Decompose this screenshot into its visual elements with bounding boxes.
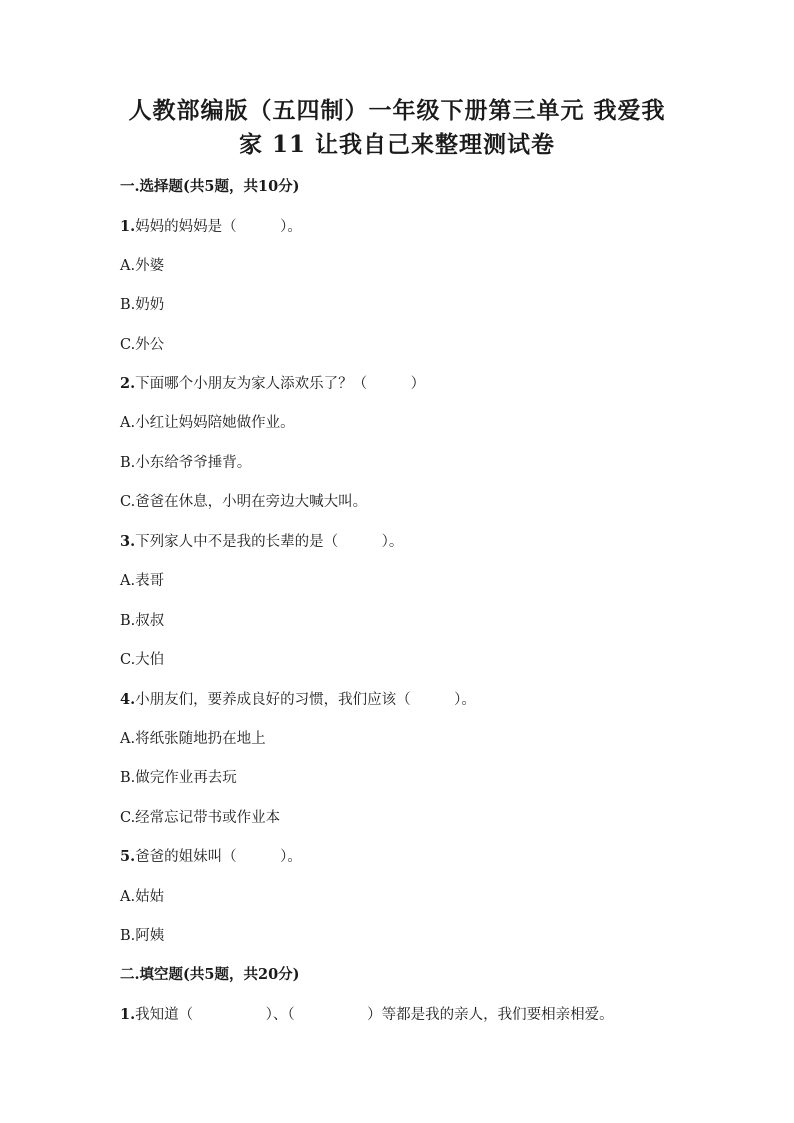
question-text: 我知道（ ）、（ ）等都是我的亲人，我们要相亲相爱。 <box>135 1007 614 1023</box>
option-3b: B.叔叔 <box>120 613 165 629</box>
option-3a: A.表哥 <box>120 573 165 589</box>
question-text: 下列家人中不是我的长辈的是（ ）。 <box>135 534 404 550</box>
question-number: 1. <box>120 1006 136 1023</box>
question-4 <box>120 690 476 710</box>
question-text: 小朋友们，要养成良好的习惯，我们应该（ ）。 <box>135 692 476 708</box>
option-3c: C.大伯 <box>120 652 165 668</box>
section-heading-choice: 一.选择题(共5题，共10分) <box>120 178 300 195</box>
question-2 <box>120 374 425 394</box>
option-2b: B.小东给爷爷捶背。 <box>120 455 252 471</box>
option-1c: C.外公 <box>120 337 165 353</box>
section-heading-fill: 二.填空题(共5题，共20分) <box>120 966 300 983</box>
question-number: 1. <box>120 218 136 235</box>
page-title-line-2: 家 11 让我自己来整理测试卷 <box>238 131 556 158</box>
option-5a: A.姑姑 <box>120 889 165 905</box>
option-1b: B.奶奶 <box>120 297 165 313</box>
question-text: 妈妈的妈妈是（ ）。 <box>135 219 302 235</box>
question-1 <box>120 217 302 237</box>
question-text: 爸爸的姐妹叫（ ）。 <box>135 849 302 865</box>
option-2a: A.小红让妈妈陪她做作业。 <box>120 415 295 431</box>
page-title-line-1: 人教部编版（五四制）一年级下册第三单元 我爱我 <box>128 97 666 124</box>
option-5b: B.阿姨 <box>120 928 165 944</box>
question-3 <box>120 532 403 552</box>
question-text: 下面哪个小朋友为家人添欢乐了？（ ） <box>135 376 426 392</box>
question-number: 2. <box>120 375 136 392</box>
option-4b: B.做完作业再去玩 <box>120 770 237 786</box>
option-1a: A.外婆 <box>120 258 165 274</box>
question-5 <box>120 847 302 867</box>
option-2c: C.爸爸在休息，小明在旁边大喊大叫。 <box>120 494 368 510</box>
question-number: 3. <box>120 533 136 550</box>
question-number: 5. <box>120 848 136 865</box>
fill-question-1 <box>120 1005 614 1025</box>
option-4c: C.经常忘记带书或作业本 <box>120 810 281 826</box>
option-4a: A.将纸张随地扔在地上 <box>120 731 266 747</box>
question-number: 4. <box>120 691 136 708</box>
